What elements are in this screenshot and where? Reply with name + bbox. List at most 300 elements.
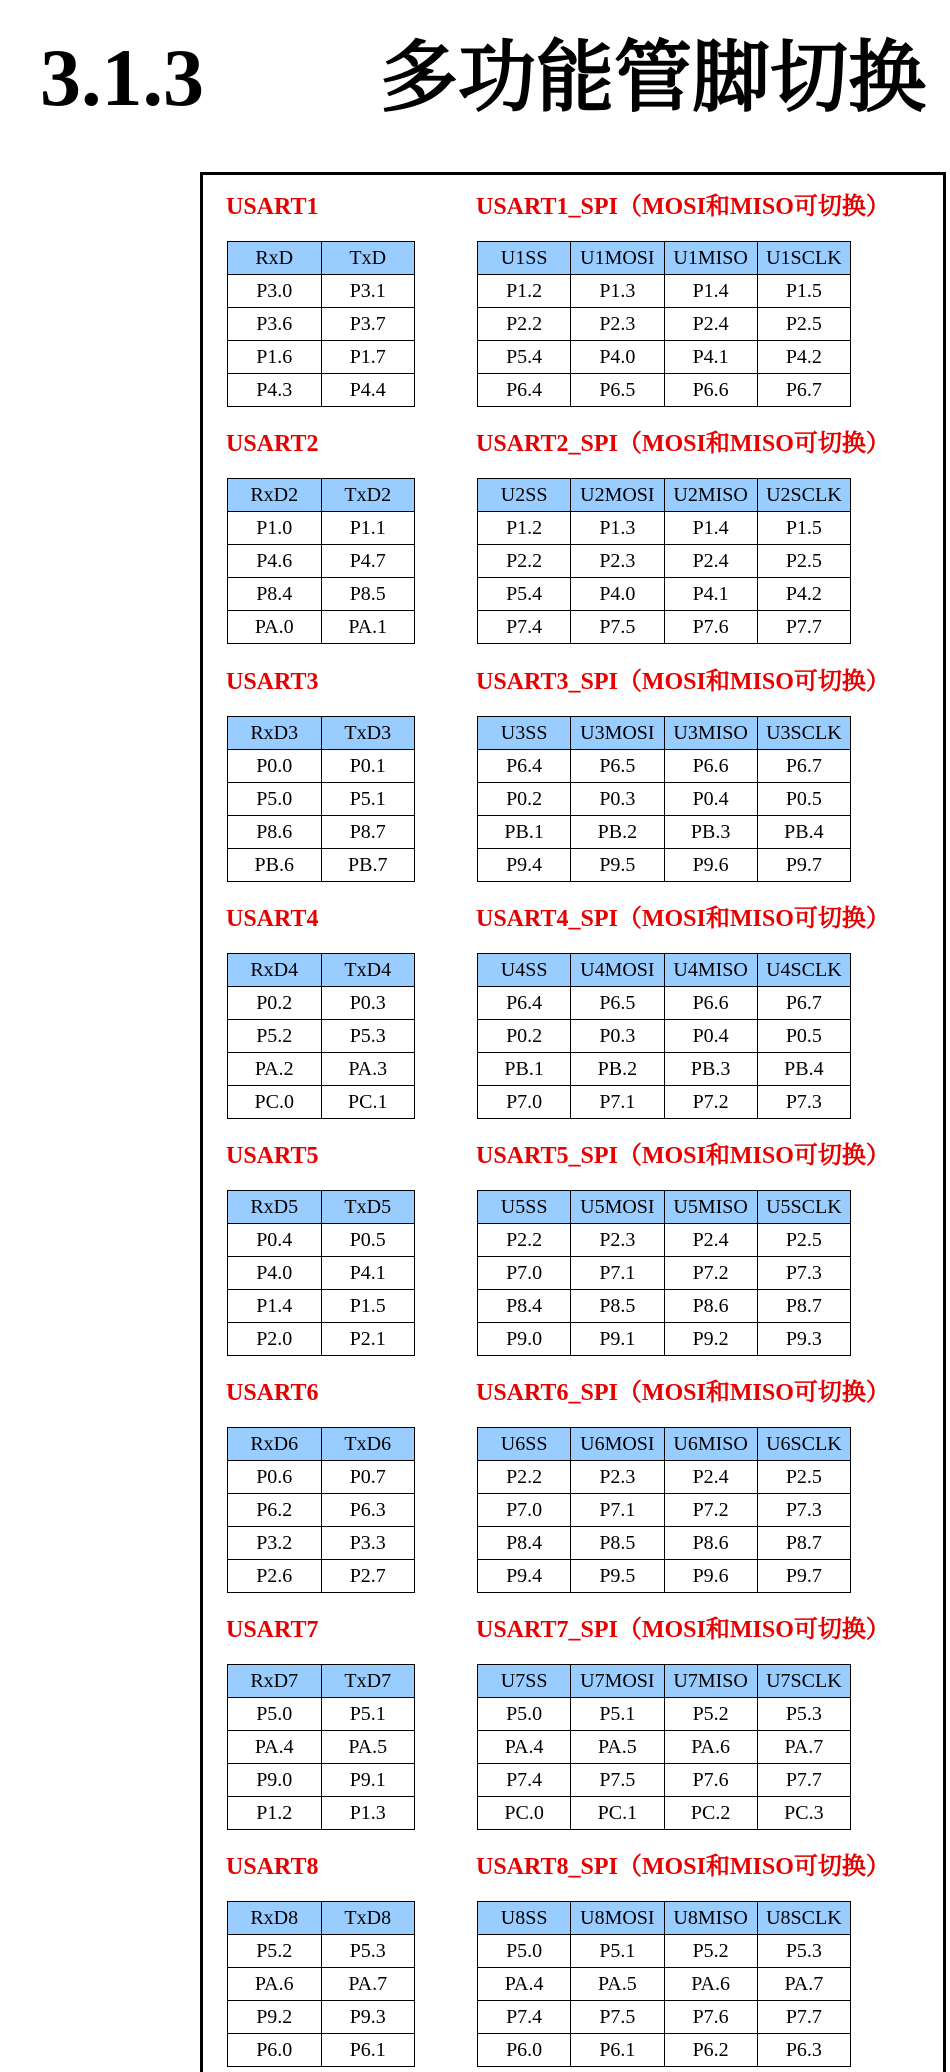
pin-cell: PB.4: [757, 1053, 850, 1086]
table-row: [228, 750, 415, 783]
usart-spi-label: USART8_SPI（MOSI和MISO可切换）: [476, 1854, 890, 1880]
pin-cell: P9.3: [757, 1323, 850, 1356]
header-row: [228, 1902, 415, 1935]
pin-cell: PA.5: [571, 1731, 664, 1764]
pin-cell: P7.5: [571, 1764, 664, 1797]
column-header: U6MISO: [664, 1428, 757, 1461]
column-header: U4SCLK: [757, 954, 850, 987]
column-header: U1MISO: [664, 242, 757, 275]
pin-cell: PA.1: [321, 611, 415, 644]
pin-cell: PA.5: [321, 1731, 415, 1764]
pin-cell: P6.4: [478, 750, 571, 783]
usart-spi-pin-table: [477, 716, 851, 882]
column-header: U3MISO: [664, 717, 757, 750]
pin-cell: P8.4: [478, 1527, 571, 1560]
column-header: U4SS: [478, 954, 571, 987]
column-header: U8MOSI: [571, 1902, 664, 1935]
column-header: TxD: [321, 242, 415, 275]
pin-cell: P7.7: [757, 2001, 850, 2034]
column-header: U8SS: [478, 1902, 571, 1935]
pin-cell: PC.2: [664, 1797, 757, 1830]
pin-cell: P8.4: [478, 1290, 571, 1323]
pin-cell: P8.6: [228, 816, 322, 849]
header-row: [478, 1191, 851, 1224]
pin-cell: P4.0: [571, 341, 664, 374]
header-row: [228, 1191, 415, 1224]
column-header: RxD2: [228, 479, 322, 512]
pin-cell: P6.7: [757, 750, 850, 783]
table-row: [478, 783, 851, 816]
usart-group: [203, 1615, 943, 1835]
table-row: [228, 849, 415, 882]
table-row: [228, 578, 415, 611]
table-row: [228, 308, 415, 341]
header-row: [228, 1665, 415, 1698]
pin-cell: PB.1: [478, 1053, 571, 1086]
pin-cell: P2.5: [757, 1224, 850, 1257]
pin-cell: P9.1: [321, 1764, 415, 1797]
pin-cell: P7.3: [757, 1257, 850, 1290]
table-row: [228, 1461, 415, 1494]
column-header: RxD5: [228, 1191, 322, 1224]
usart-spi-label: USART3_SPI（MOSI和MISO可切换）: [476, 669, 890, 695]
pin-cell: PB.4: [757, 816, 850, 849]
pin-cell: PC.0: [228, 1086, 322, 1119]
pin-cell: P0.7: [321, 1461, 415, 1494]
column-header: RxD7: [228, 1665, 322, 1698]
pin-cell: P8.5: [571, 1527, 664, 1560]
pin-cell: P2.3: [571, 1224, 664, 1257]
pin-cell: P7.7: [757, 611, 850, 644]
table-row: [228, 341, 415, 374]
pin-cell: P0.0: [228, 750, 322, 783]
pin-cell: P5.0: [228, 783, 322, 816]
table-row: [478, 611, 851, 644]
column-header: TxD6: [321, 1428, 415, 1461]
table-row: [478, 1257, 851, 1290]
pin-cell: P8.5: [321, 578, 415, 611]
header-row: [478, 1902, 851, 1935]
pin-cell: P4.4: [321, 374, 415, 407]
table-row: [228, 1053, 415, 1086]
table-row: [478, 341, 851, 374]
table-row: [478, 1290, 851, 1323]
pin-cell: P0.3: [321, 987, 415, 1020]
table-row: [228, 1935, 415, 1968]
pin-cell: P7.5: [571, 611, 664, 644]
pin-cell: P5.2: [228, 1020, 322, 1053]
usart-pin-table: [227, 1901, 415, 2067]
column-header: TxD3: [321, 717, 415, 750]
pin-cell: P5.0: [478, 1698, 571, 1731]
pin-cell: P0.4: [228, 1224, 322, 1257]
column-header: U8MISO: [664, 1902, 757, 1935]
table-row: [478, 2034, 851, 2067]
column-header: U4MOSI: [571, 954, 664, 987]
column-header: U6MOSI: [571, 1428, 664, 1461]
pin-cell: P7.4: [478, 2001, 571, 2034]
usart-spi-label: USART5_SPI（MOSI和MISO可切换）: [476, 1143, 890, 1169]
pin-cell: P6.0: [478, 2034, 571, 2067]
table-row: [228, 1257, 415, 1290]
pin-cell: P5.1: [321, 1698, 415, 1731]
column-header: U3MOSI: [571, 717, 664, 750]
column-header: U8SCLK: [757, 1902, 850, 1935]
pin-cell: P0.3: [571, 1020, 664, 1053]
usart-pin-table: [227, 1427, 415, 1593]
table-row: [478, 275, 851, 308]
header-row: [228, 242, 415, 275]
table-row: [478, 1461, 851, 1494]
pin-cell: P5.3: [321, 1020, 415, 1053]
header-row: [478, 1428, 851, 1461]
table-row: [478, 1224, 851, 1257]
pin-cell: P4.2: [757, 578, 850, 611]
table-row: [228, 2034, 415, 2067]
section-number: 3.1.3: [40, 32, 204, 123]
usart-spi-label: USART2_SPI（MOSI和MISO可切换）: [476, 431, 890, 457]
usart-group: [203, 192, 943, 412]
pin-cell: P9.4: [478, 1560, 571, 1593]
usart-label: USART3: [226, 669, 319, 695]
column-header: RxD6: [228, 1428, 322, 1461]
pin-cell: P0.2: [478, 783, 571, 816]
pin-cell: PA.7: [757, 1968, 850, 2001]
pin-cell: P0.6: [228, 1461, 322, 1494]
column-header: U5SCLK: [757, 1191, 850, 1224]
column-header: U1SCLK: [757, 242, 850, 275]
usart-pin-table: [227, 953, 415, 1119]
column-header: RxD8: [228, 1902, 322, 1935]
pin-cell: PC.1: [571, 1797, 664, 1830]
pin-cell: P7.2: [664, 1494, 757, 1527]
pin-cell: P9.3: [321, 2001, 415, 2034]
usart-spi-label: USART7_SPI（MOSI和MISO可切换）: [476, 1617, 890, 1643]
pin-cell: P0.4: [664, 1020, 757, 1053]
table-row: [478, 1797, 851, 1830]
pin-cell: P9.6: [664, 1560, 757, 1593]
usart-spi-pin-table: [477, 241, 851, 407]
usart-label: USART6: [226, 1380, 319, 1406]
pin-cell: P0.5: [757, 783, 850, 816]
pin-cell: P9.2: [664, 1323, 757, 1356]
pin-cell: P2.5: [757, 1461, 850, 1494]
usart-spi-pin-table: [477, 1190, 851, 1356]
header-row: [478, 479, 851, 512]
usart-group: [203, 1378, 943, 1598]
pin-cell: P1.3: [571, 512, 664, 545]
column-header: U7MOSI: [571, 1665, 664, 1698]
table-row: [228, 1731, 415, 1764]
table-row: [478, 545, 851, 578]
pin-cell: P4.6: [228, 545, 322, 578]
pin-cell: PA.4: [478, 1731, 571, 1764]
usart-label: USART4: [226, 906, 319, 932]
column-header: U5SS: [478, 1191, 571, 1224]
pin-cell: P6.6: [664, 987, 757, 1020]
pin-cell: P8.5: [571, 1290, 664, 1323]
column-header: U2SS: [478, 479, 571, 512]
pin-cell: P5.1: [321, 783, 415, 816]
table-row: [478, 1731, 851, 1764]
pin-cell: P4.1: [321, 1257, 415, 1290]
pin-cell: P2.2: [478, 545, 571, 578]
column-header: U7MISO: [664, 1665, 757, 1698]
pin-table-frame: [200, 172, 946, 2072]
column-header: U5MISO: [664, 1191, 757, 1224]
usart-pin-table: [227, 1664, 415, 1830]
usart-spi-pin-table: [477, 1901, 851, 2067]
pin-cell: P3.2: [228, 1527, 322, 1560]
table-row: [478, 1560, 851, 1593]
usart-group: [203, 429, 943, 649]
pin-cell: P1.2: [228, 1797, 322, 1830]
pin-cell: P9.0: [228, 1764, 322, 1797]
pin-cell: P9.2: [228, 2001, 322, 2034]
pin-cell: P7.6: [664, 1764, 757, 1797]
usart-label: USART5: [226, 1143, 319, 1169]
table-row: [478, 816, 851, 849]
pin-cell: P2.7: [321, 1560, 415, 1593]
usart-pin-table: [227, 241, 415, 407]
pin-cell: P4.2: [757, 341, 850, 374]
pin-cell: P6.2: [664, 2034, 757, 2067]
pin-cell: P6.1: [321, 2034, 415, 2067]
pin-cell: P1.4: [228, 1290, 322, 1323]
usart-pin-table: [227, 1190, 415, 1356]
pin-cell: P1.6: [228, 341, 322, 374]
table-row: [228, 1086, 415, 1119]
pin-cell: P3.7: [321, 308, 415, 341]
table-row: [228, 374, 415, 407]
pin-cell: P2.0: [228, 1323, 322, 1356]
usart-spi-pin-table: [477, 478, 851, 644]
table-row: [228, 2001, 415, 2034]
table-row: [478, 1494, 851, 1527]
table-row: [228, 1764, 415, 1797]
table-row: [478, 374, 851, 407]
header-row: [228, 479, 415, 512]
pin-cell: PA.3: [321, 1053, 415, 1086]
table-row: [228, 1698, 415, 1731]
table-row: [228, 512, 415, 545]
pin-cell: P6.3: [321, 1494, 415, 1527]
pin-cell: PA.2: [228, 1053, 322, 1086]
pin-cell: P6.1: [571, 2034, 664, 2067]
pin-cell: PA.5: [571, 1968, 664, 2001]
table-row: [228, 987, 415, 1020]
column-header: RxD3: [228, 717, 322, 750]
pin-cell: P8.6: [664, 1290, 757, 1323]
pin-cell: P2.5: [757, 308, 850, 341]
column-header: RxD: [228, 242, 322, 275]
pin-cell: P1.5: [321, 1290, 415, 1323]
usart-group: [203, 1852, 943, 2072]
table-row: [228, 783, 415, 816]
pin-cell: P2.6: [228, 1560, 322, 1593]
header-row: [478, 1665, 851, 1698]
header-row: [228, 717, 415, 750]
pin-cell: P9.0: [478, 1323, 571, 1356]
pin-cell: PA.6: [664, 1968, 757, 2001]
pin-cell: PB.2: [571, 1053, 664, 1086]
pin-cell: P1.2: [478, 512, 571, 545]
pin-cell: P7.0: [478, 1086, 571, 1119]
pin-cell: P2.3: [571, 545, 664, 578]
pin-cell: PB.6: [228, 849, 322, 882]
table-row: [228, 1560, 415, 1593]
pin-cell: PB.3: [664, 816, 757, 849]
pin-cell: P5.0: [228, 1698, 322, 1731]
pin-cell: PC.0: [478, 1797, 571, 1830]
pin-cell: P9.7: [757, 1560, 850, 1593]
table-row: [478, 849, 851, 882]
section-title: 多功能管脚切换: [380, 33, 927, 123]
pin-cell: P1.2: [478, 275, 571, 308]
pin-cell: P4.7: [321, 545, 415, 578]
pin-cell: PC.1: [321, 1086, 415, 1119]
usart-pin-table: [227, 716, 415, 882]
column-header: TxD8: [321, 1902, 415, 1935]
pin-cell: PA.4: [228, 1731, 322, 1764]
table-row: [478, 308, 851, 341]
pin-cell: P0.3: [571, 783, 664, 816]
pin-cell: P1.3: [321, 1797, 415, 1830]
pin-cell: P9.5: [571, 849, 664, 882]
table-row: [228, 1968, 415, 2001]
pin-cell: PB.7: [321, 849, 415, 882]
pin-cell: P5.4: [478, 578, 571, 611]
pin-cell: P5.4: [478, 341, 571, 374]
column-header: U1SS: [478, 242, 571, 275]
pin-cell: PA.0: [228, 611, 322, 644]
pin-cell: P7.3: [757, 1494, 850, 1527]
pin-cell: PA.7: [757, 1731, 850, 1764]
pin-cell: P0.5: [321, 1224, 415, 1257]
column-header: U7SS: [478, 1665, 571, 1698]
header-row: [228, 1428, 415, 1461]
usart-label: USART8: [226, 1854, 319, 1880]
table-row: [478, 1323, 851, 1356]
usart-spi-pin-table: [477, 953, 851, 1119]
column-header: U3SCLK: [757, 717, 850, 750]
usart-spi-label: USART6_SPI（MOSI和MISO可切换）: [476, 1380, 890, 1406]
pin-cell: PA.4: [478, 1968, 571, 2001]
table-row: [478, 1527, 851, 1560]
pin-cell: P1.0: [228, 512, 322, 545]
pin-cell: P1.4: [664, 512, 757, 545]
table-row: [478, 1698, 851, 1731]
pin-cell: P6.6: [664, 750, 757, 783]
usart-group: [203, 667, 943, 887]
pin-cell: P4.0: [228, 1257, 322, 1290]
table-row: [228, 545, 415, 578]
table-row: [478, 512, 851, 545]
table-row: [228, 1020, 415, 1053]
pin-cell: P2.2: [478, 1224, 571, 1257]
table-row: [228, 1290, 415, 1323]
pin-cell: P5.3: [321, 1935, 415, 1968]
pin-cell: P2.3: [571, 1461, 664, 1494]
table-row: [478, 1968, 851, 2001]
table-row: [478, 1086, 851, 1119]
pin-cell: P6.5: [571, 987, 664, 1020]
pin-cell: PB.3: [664, 1053, 757, 1086]
table-row: [228, 275, 415, 308]
table-row: [228, 1494, 415, 1527]
column-header: TxD2: [321, 479, 415, 512]
pin-cell: P0.1: [321, 750, 415, 783]
pin-cell: P3.6: [228, 308, 322, 341]
pin-cell: P4.1: [664, 578, 757, 611]
header-row: [478, 242, 851, 275]
pin-cell: P5.2: [228, 1935, 322, 1968]
pin-cell: P8.4: [228, 578, 322, 611]
pin-cell: PA.6: [664, 1731, 757, 1764]
usart-spi-pin-table: [477, 1427, 851, 1593]
pin-cell: P6.5: [571, 750, 664, 783]
usart-label: USART7: [226, 1617, 319, 1643]
column-header: TxD7: [321, 1665, 415, 1698]
pin-cell: P7.3: [757, 1086, 850, 1119]
header-row: [478, 717, 851, 750]
pin-cell: P0.2: [228, 987, 322, 1020]
pin-cell: P5.3: [757, 1698, 850, 1731]
pin-cell: P5.0: [478, 1935, 571, 1968]
pin-cell: P8.7: [321, 816, 415, 849]
column-header: U1MOSI: [571, 242, 664, 275]
pin-cell: P2.4: [664, 1461, 757, 1494]
pin-cell: P7.1: [571, 1086, 664, 1119]
pin-cell: P9.5: [571, 1560, 664, 1593]
table-row: [478, 1020, 851, 1053]
usart-spi-label: USART4_SPI（MOSI和MISO可切换）: [476, 906, 890, 932]
pin-cell: P7.7: [757, 1764, 850, 1797]
column-header: U6SCLK: [757, 1428, 850, 1461]
pin-cell: P7.0: [478, 1257, 571, 1290]
table-row: [478, 578, 851, 611]
pin-cell: P7.6: [664, 611, 757, 644]
pin-cell: P4.3: [228, 374, 322, 407]
table-row: [478, 987, 851, 1020]
column-header: U5MOSI: [571, 1191, 664, 1224]
pin-cell: P0.2: [478, 1020, 571, 1053]
column-header: U2SCLK: [757, 479, 850, 512]
pin-cell: P1.5: [757, 275, 850, 308]
pin-cell: PC.3: [757, 1797, 850, 1830]
pin-cell: P7.0: [478, 1494, 571, 1527]
column-header: U3SS: [478, 717, 571, 750]
pin-cell: P7.2: [664, 1086, 757, 1119]
pin-cell: P5.1: [571, 1698, 664, 1731]
pin-cell: P5.2: [664, 1935, 757, 1968]
table-row: [228, 1797, 415, 1830]
pin-cell: P2.4: [664, 545, 757, 578]
usart-group: [203, 904, 943, 1124]
pin-cell: P1.5: [757, 512, 850, 545]
column-header: RxD4: [228, 954, 322, 987]
pin-cell: P5.2: [664, 1698, 757, 1731]
pin-cell: P7.1: [571, 1494, 664, 1527]
pin-cell: P9.4: [478, 849, 571, 882]
pin-cell: P2.2: [478, 1461, 571, 1494]
table-row: [478, 1935, 851, 1968]
pin-cell: P1.7: [321, 341, 415, 374]
pin-cell: P4.1: [664, 341, 757, 374]
column-header: U4MISO: [664, 954, 757, 987]
table-row: [228, 1527, 415, 1560]
usart-label: USART1: [226, 194, 319, 220]
